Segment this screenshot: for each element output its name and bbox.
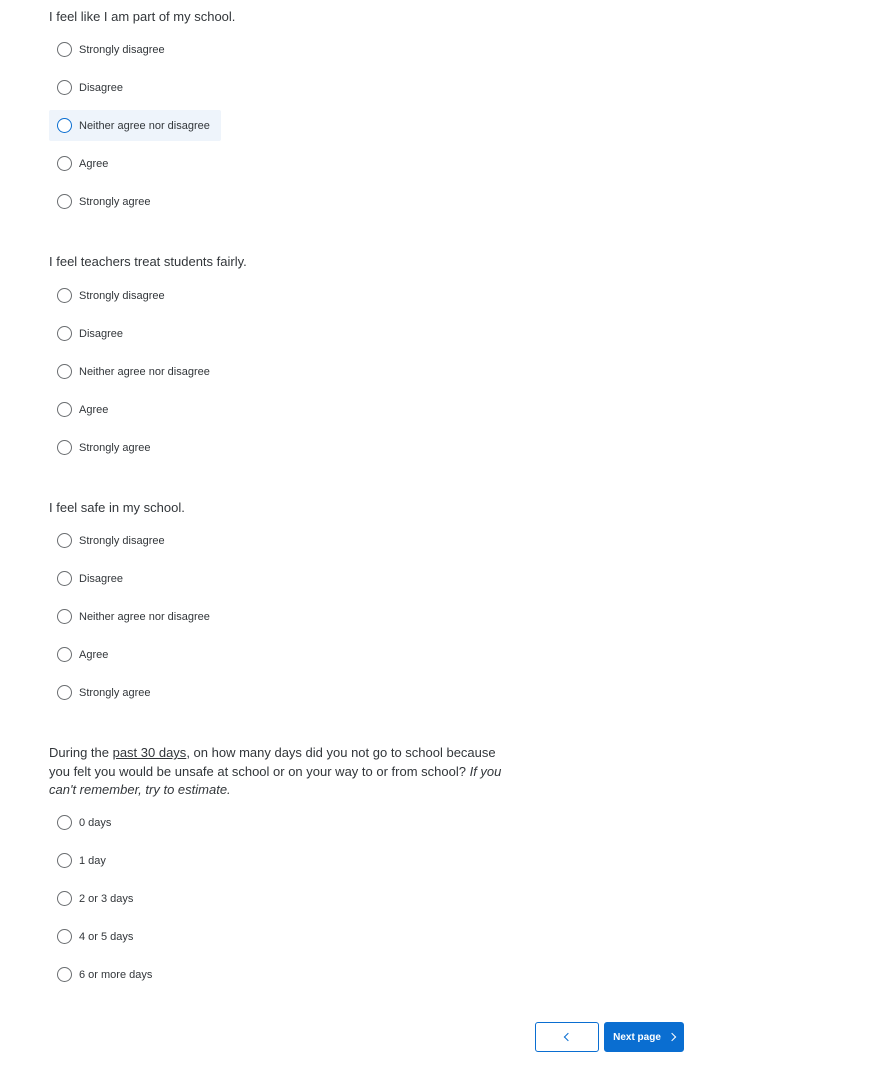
question-text: I feel safe in my school. [49, 500, 185, 515]
next-page-label: Next page [613, 1031, 661, 1043]
radio-circle-icon[interactable] [57, 647, 72, 662]
radio-circle-icon[interactable] [57, 891, 72, 906]
option-label: Disagree [79, 572, 124, 585]
option-label: Strongly disagree [79, 534, 165, 547]
question-1 [49, 8, 549, 27]
radio-option[interactable] [49, 432, 221, 463]
radio-circle-icon[interactable] [57, 118, 72, 133]
question-2 [49, 253, 549, 272]
radio-circle-icon[interactable] [57, 815, 72, 830]
question-text: I feel teachers treat students fairly. [49, 254, 247, 269]
option-label: Agree [79, 157, 109, 170]
option-label: Neither agree nor disagree [79, 365, 210, 378]
question-text-part: , on how many days did you not go to school because you felt you would be unsafe at school or on your way to or from school? [49, 745, 496, 779]
radio-option[interactable] [49, 356, 221, 387]
option-label: Strongly agree [79, 195, 151, 208]
option-label: 4 or 5 days [79, 930, 134, 943]
radio-option[interactable] [49, 148, 221, 179]
radio-option[interactable] [49, 72, 221, 103]
radio-circle-icon[interactable] [57, 440, 72, 455]
radio-circle-icon[interactable] [57, 685, 72, 700]
radio-circle-icon[interactable] [57, 402, 72, 417]
radio-circle-icon[interactable] [57, 326, 72, 341]
radio-circle-icon[interactable] [57, 533, 72, 548]
question-text-emphasis: past 30 days [112, 745, 187, 760]
question-text [49, 744, 519, 800]
chevron-left-icon [564, 1033, 572, 1041]
back-button[interactable] [535, 1022, 599, 1052]
option-label: 6 or more days [79, 968, 153, 981]
radio-option[interactable] [49, 34, 221, 65]
question-text-part: During the [49, 745, 113, 760]
radio-option[interactable] [49, 186, 221, 217]
option-label: Agree [79, 403, 109, 416]
radio-circle-icon[interactable] [57, 609, 72, 624]
radio-option-hovered[interactable] [49, 110, 221, 141]
radio-circle-icon[interactable] [57, 364, 72, 379]
option-label: Neither agree nor disagree [79, 119, 210, 132]
question-text: I feel like I am part of my school. [49, 9, 236, 24]
option-label: 1 day [79, 854, 106, 867]
option-label: Strongly disagree [79, 289, 165, 302]
chevron-right-icon [668, 1033, 676, 1041]
radio-circle-icon[interactable] [57, 194, 72, 209]
option-label: 2 or 3 days [79, 892, 134, 905]
radio-option[interactable] [49, 921, 221, 952]
option-label: Strongly agree [79, 686, 151, 699]
radio-option[interactable] [49, 601, 221, 632]
option-label: Disagree [79, 327, 124, 340]
question-4 [49, 744, 519, 800]
option-label: Strongly agree [79, 441, 151, 454]
radio-option[interactable] [49, 394, 221, 425]
radio-option[interactable] [49, 318, 221, 349]
next-page-button[interactable] [604, 1022, 684, 1052]
option-label: Agree [79, 648, 109, 661]
radio-option[interactable] [49, 563, 221, 594]
radio-option[interactable] [49, 639, 221, 670]
option-label: 0 days [79, 816, 112, 829]
radio-circle-icon[interactable] [57, 156, 72, 171]
option-label: Disagree [79, 81, 124, 94]
radio-circle-icon[interactable] [57, 80, 72, 95]
option-label: Neither agree nor disagree [79, 610, 210, 623]
radio-circle-icon[interactable] [57, 571, 72, 586]
radio-option[interactable] [49, 845, 221, 876]
radio-option[interactable] [49, 525, 221, 556]
question-instruction: If you can't remember, try to estimate. [49, 763, 502, 797]
radio-option[interactable] [49, 677, 221, 708]
radio-option[interactable] [49, 883, 221, 914]
radio-option[interactable] [49, 807, 221, 838]
radio-circle-icon[interactable] [57, 967, 72, 982]
radio-circle-icon[interactable] [57, 929, 72, 944]
question-3 [49, 499, 549, 518]
radio-circle-icon[interactable] [57, 42, 72, 57]
radio-option[interactable] [49, 280, 221, 311]
option-label: Strongly disagree [79, 43, 165, 56]
radio-option[interactable] [49, 959, 221, 990]
radio-circle-icon[interactable] [57, 853, 72, 868]
radio-circle-icon[interactable] [57, 288, 72, 303]
